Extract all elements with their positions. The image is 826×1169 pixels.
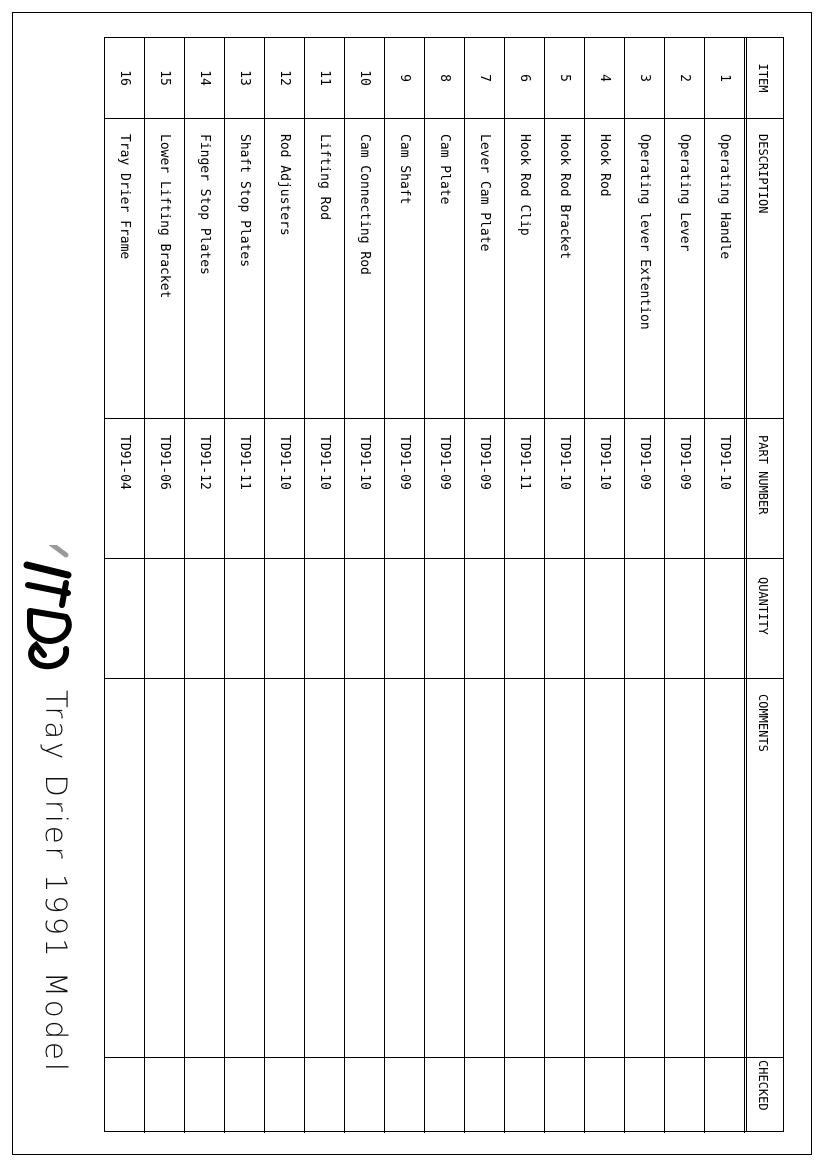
row-quantity (664, 559, 704, 679)
header-quantity: QUANTITY (743, 559, 783, 679)
table-header-row (743, 38, 783, 1133)
row-quantity (224, 559, 264, 679)
row-description: Cam Shaft (384, 119, 424, 419)
row-item: 10 (344, 38, 384, 119)
row-description: Cam Connecting Rod (344, 119, 384, 419)
row-part-number: TD91-10 (704, 419, 744, 559)
table-row (305, 38, 345, 1133)
row-item: 4 (584, 38, 624, 119)
row-description: Finger Stop Plates (184, 119, 224, 419)
row-comments (584, 679, 624, 1058)
row-part-number: TD91-10 (584, 419, 624, 559)
row-comments (544, 679, 584, 1058)
row-item: 12 (264, 38, 304, 119)
row-comments (384, 679, 424, 1058)
header-comments: COMMENTS (743, 679, 783, 1058)
row-part-number: TD91-12 (184, 419, 224, 559)
row-quantity (344, 559, 384, 679)
row-part-number: TD91-10 (264, 419, 304, 559)
row-comments (664, 679, 704, 1058)
row-checked (624, 1058, 664, 1131)
row-checked (424, 1058, 464, 1131)
row-item: 16 (104, 38, 144, 119)
row-description: Lower Lifting Bracket (144, 119, 184, 419)
row-checked (384, 1058, 424, 1131)
row-part-number: TD91-09 (624, 419, 664, 559)
title-block (36, 690, 76, 1090)
row-comments (144, 679, 184, 1058)
row-description: Hook Rod Clip (504, 119, 544, 419)
row-checked (224, 1058, 264, 1131)
row-part-number: TD91-09 (384, 419, 424, 559)
header-description: DESCRIPTION (743, 119, 783, 419)
row-item: 3 (624, 38, 664, 119)
table-row (345, 38, 385, 1133)
row-part-number: TD91-10 (304, 419, 344, 559)
header-part-number: PART NUMBER (743, 419, 783, 559)
row-comments (264, 679, 304, 1058)
row-item: 14 (184, 38, 224, 119)
table-row (705, 38, 745, 1133)
table-row (145, 38, 185, 1133)
row-quantity (104, 559, 144, 679)
table-row (105, 38, 145, 1133)
row-item: 5 (544, 38, 584, 119)
row-checked (344, 1058, 384, 1131)
row-quantity (584, 559, 624, 679)
row-checked (104, 1058, 144, 1131)
row-description: Operating Handle (704, 119, 744, 419)
row-comments (424, 679, 464, 1058)
row-quantity (384, 559, 424, 679)
itdg-logo-icon (22, 545, 74, 670)
row-comments (104, 679, 144, 1058)
table-row (185, 38, 225, 1133)
table-row (425, 38, 465, 1133)
row-item: 9 (384, 38, 424, 119)
row-checked (464, 1058, 504, 1131)
row-description: Cam Plate (424, 119, 464, 419)
row-item: 8 (424, 38, 464, 119)
row-description: Operating Lever (664, 119, 704, 419)
table-row (545, 38, 585, 1133)
row-comments (624, 679, 664, 1058)
row-comments (184, 679, 224, 1058)
row-part-number: TD91-11 (224, 419, 264, 559)
row-part-number: TD91-09 (664, 419, 704, 559)
table-row (665, 38, 705, 1133)
row-quantity (424, 559, 464, 679)
table-row (505, 38, 545, 1133)
row-item: 11 (304, 38, 344, 119)
header-double-rule (746, 38, 747, 1131)
row-item: 13 (224, 38, 264, 119)
row-description: Rod Adjusters (264, 119, 304, 419)
row-description: Lifting Rod (304, 119, 344, 419)
header-item: ITEM (743, 38, 783, 119)
row-checked (704, 1058, 744, 1131)
row-checked (264, 1058, 304, 1131)
row-quantity (624, 559, 664, 679)
row-checked (664, 1058, 704, 1131)
row-quantity (264, 559, 304, 679)
header-checked: CHECKED (756, 1060, 770, 1111)
table-row (625, 38, 665, 1133)
row-description: Tray Drier Frame (104, 119, 144, 419)
row-description: Lever Cam Plate (464, 119, 504, 419)
row-comments (344, 679, 384, 1058)
row-comments (304, 679, 344, 1058)
row-item: 2 (664, 38, 704, 119)
parts-list-table (104, 37, 784, 1132)
table-row (225, 38, 265, 1133)
row-checked (544, 1058, 584, 1131)
row-part-number: TD91-10 (344, 419, 384, 559)
row-part-number: TD91-06 (144, 419, 184, 559)
row-quantity (184, 559, 224, 679)
parts-list-grid (104, 37, 784, 1132)
table-row (265, 38, 305, 1133)
row-comments (704, 679, 744, 1058)
row-item: 7 (464, 38, 504, 119)
row-quantity (144, 559, 184, 679)
row-description: Hook Rod (584, 119, 624, 419)
row-checked (584, 1058, 624, 1131)
row-quantity (464, 559, 504, 679)
row-description: Shaft Stop Plates (224, 119, 264, 419)
table-row (465, 38, 505, 1133)
row-checked (184, 1058, 224, 1131)
row-item: 15 (144, 38, 184, 119)
row-description: Hook Rod Bracket (544, 119, 584, 419)
row-item: 6 (504, 38, 544, 119)
row-checked (304, 1058, 344, 1131)
row-part-number: TD91-04 (104, 419, 144, 559)
row-comments (464, 679, 504, 1058)
drawing-title: Tray Drier 1991 Model (39, 690, 73, 1074)
row-comments (224, 679, 264, 1058)
row-checked (144, 1058, 184, 1131)
row-quantity (304, 559, 344, 679)
row-part-number: TD91-09 (464, 419, 504, 559)
row-quantity (704, 559, 744, 679)
row-part-number: TD91-11 (504, 419, 544, 559)
table-row (585, 38, 625, 1133)
row-description: Operating lever Extention (624, 119, 664, 419)
row-part-number: TD91-09 (424, 419, 464, 559)
table-row (385, 38, 425, 1133)
row-quantity (544, 559, 584, 679)
row-item: 1 (704, 38, 744, 119)
row-quantity (504, 559, 544, 679)
row-checked (504, 1058, 544, 1131)
row-part-number: TD91-10 (544, 419, 584, 559)
row-comments (504, 679, 544, 1058)
